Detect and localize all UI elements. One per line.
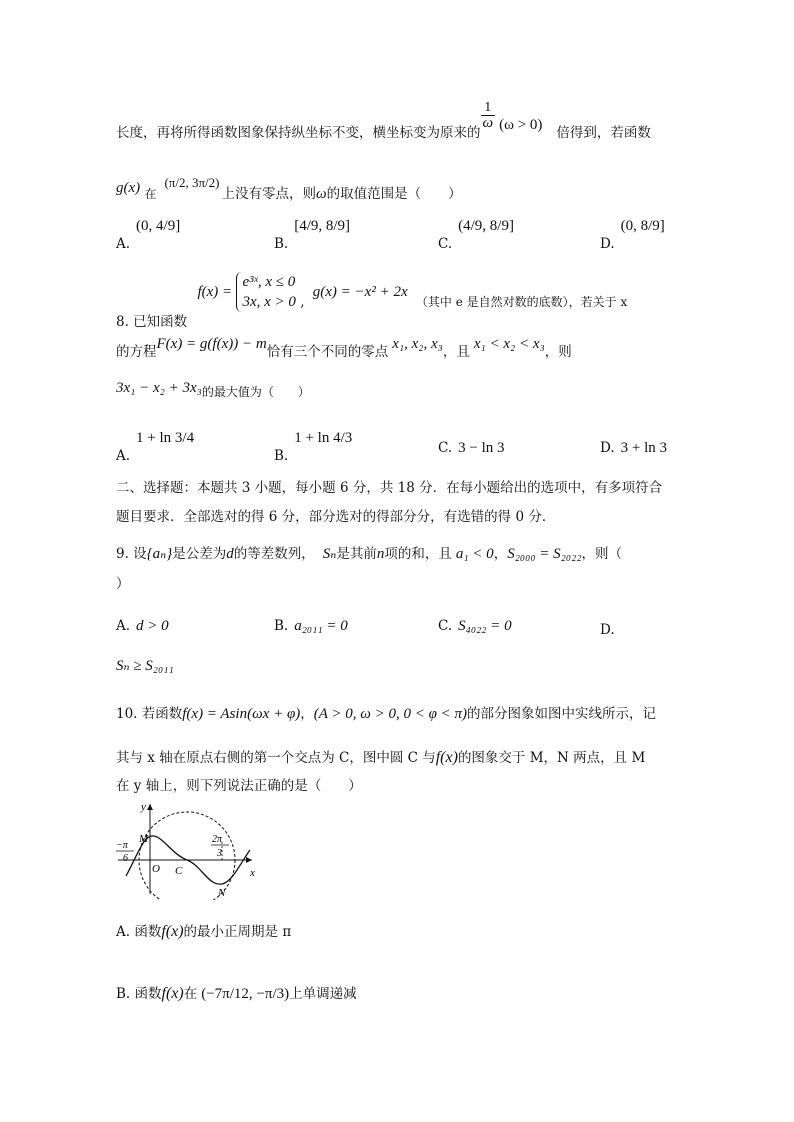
- right-tick-num: 2π: [212, 834, 223, 845]
- q8-option-d[interactable]: D. 3 + ln 3: [600, 440, 668, 456]
- q10-option-b[interactable]: B. 函数f(x)在 (−7π/12, −π/3)上单调递减: [116, 985, 357, 1002]
- q7-option-d[interactable]: D.(0, 8/9]: [600, 218, 665, 252]
- right-tick-den: 3: [217, 848, 222, 859]
- q8-option-c[interactable]: C. 3 − ln 3: [438, 440, 505, 456]
- q8-expression: 3x₁ − x₂ + 3x₃: [116, 380, 202, 396]
- origin-label: O: [152, 863, 160, 875]
- q8-option-b[interactable]: B.1 + ln 4/3: [274, 430, 353, 464]
- left-tick-num: −π: [116, 840, 128, 851]
- x-axis-arrow: [246, 857, 252, 863]
- y-axis-arrow: [147, 804, 153, 810]
- q7-option-a[interactable]: A.(0, 4/9]: [116, 218, 181, 252]
- q9-line1: 9. 设{aₙ}是公差为d的等差数列， Sₙ是其前n项的和，且 a₁ < 0，S₂₀₀₀ = S₂₀₂₂，则（: [116, 546, 623, 562]
- left-tick-den: 6: [123, 853, 128, 864]
- q9-number: 9. 设: [116, 546, 147, 562]
- section2-line1: 二、选择题：本题共 3 小题，每小题 6 分，共 18 分．在每小题给出的选项中，有多项符合: [116, 480, 663, 496]
- f-label: f(x) =: [197, 283, 233, 300]
- n-label: N: [218, 887, 226, 899]
- x-label: x: [250, 867, 255, 879]
- q10-line1: 10. 若函数f(x) = Asin(ωx + φ)，(A > 0, ω > 0, 0 < φ < π)的部分图象如图中实线所示，记: [116, 706, 657, 722]
- g-function: g(x): [116, 180, 141, 196]
- q7-fraction: $\frac{1}{\omega}$: [482, 100, 494, 131]
- q9-option-d-value: Sₙ ≥ S₂₀₁₁: [116, 658, 174, 674]
- q8-line3: 3x₁ − x₂ + 3x₃的最大值为（ ）: [116, 380, 310, 399]
- g-definition: g(x) = −x² + 2x: [312, 283, 408, 300]
- q7-line2: g(x) 在 (π/2, 3π/2) 上没有零点，则ω的取值范围是（ ）: [116, 175, 462, 202]
- q9-option-b[interactable]: B. a₂₀₁₁ = 0: [274, 618, 348, 634]
- q10-line2: 其与 x 轴在原点右侧的第一个交点为 C，图中圆 C 与f(x)的图象交于 M，N 两点，且 M: [116, 749, 646, 766]
- c-label: C: [175, 865, 183, 877]
- q8-line2: 的方程F(x) = g(f(x)) − m恰有三个不同的零点 x₁, x₂, x₃，且 x₁ < x₂ < x₃，则: [116, 336, 572, 360]
- q8-option-a[interactable]: A.1 + ln 3/4: [116, 430, 195, 464]
- q10-option-a[interactable]: A. 函数f(x)的最小正周期是 π: [116, 923, 292, 940]
- q8-line1: 8. 已知函数 f(x) = e³ˣ, x ≤ 0 3x, x > 0 , g(x) = −x² + 2x （其中 e 是自然对数的底数），若关于 x: [116, 274, 628, 330]
- piecewise-function: e³ˣ, x ≤ 0 3x, x > 0: [236, 272, 295, 312]
- q7-option-c[interactable]: C.(4/9, 8/9]: [438, 218, 514, 252]
- sine-circle-figure: [112, 798, 262, 900]
- q9-option-d-label[interactable]: D.: [600, 622, 615, 638]
- section2-line2: 题目要求．全部选对的得 6 分，部分选对的得部分分，有选错的得 0 分．: [116, 509, 556, 525]
- q8-number: 8. 已知函数: [116, 313, 188, 330]
- q7-omega-cond: (ω > 0): [499, 117, 543, 133]
- q9-option-c[interactable]: C. S₄₀₂₂ = 0: [438, 618, 512, 634]
- q7-line1: 长度，再将所得函数图象保持纵坐标不变，横坐标变为原来的 $\frac{1}{\omega}$ (ω > 0) 倍得到，若函数: [116, 100, 651, 141]
- m-label: M: [139, 833, 149, 845]
- q10-function: f(x) = Asin(ωx + φ): [182, 706, 301, 722]
- q10-number: 10. 若函数: [116, 706, 183, 722]
- y-label: y: [141, 801, 146, 813]
- q7-option-b[interactable]: B.[4/9, 8/9]: [274, 218, 351, 252]
- q7-text: 长度，再将所得函数图象保持纵坐标不变，横坐标变为原来的: [116, 125, 481, 141]
- q9-line2: ）: [116, 576, 130, 592]
- q7-interval: (π/2, 3π/2): [164, 175, 220, 190]
- F-equation: F(x) = g(f(x)) − m: [156, 336, 267, 352]
- q10-line3: 在 y 轴上，则下列说法正确的是（ ）: [116, 778, 362, 794]
- q9-option-a[interactable]: A. d > 0: [116, 618, 169, 634]
